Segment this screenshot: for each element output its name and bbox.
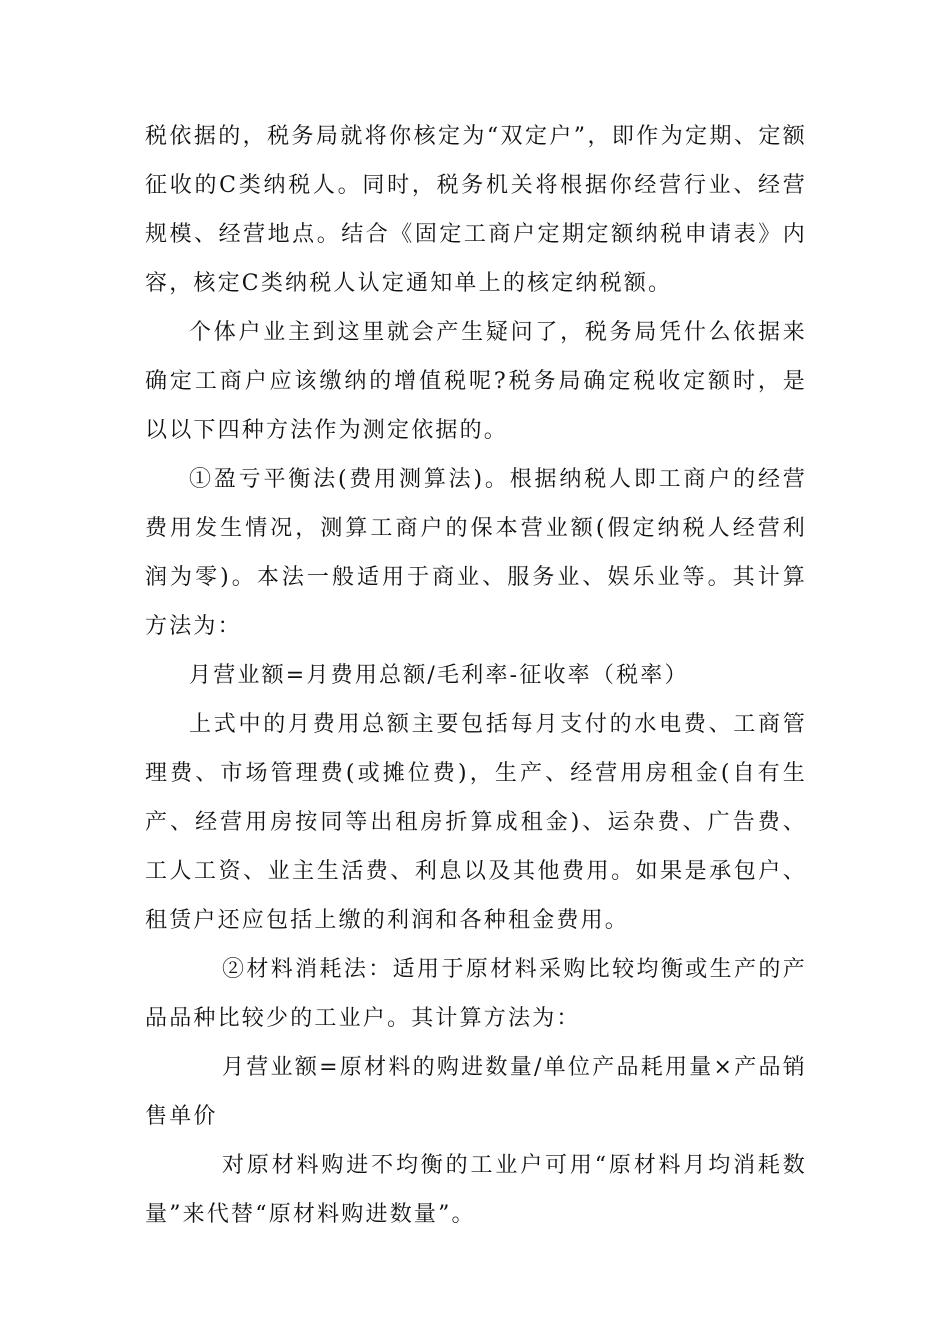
formula-break-even: 月营业额=月费用总额/毛利率-征收率（税率） [189, 663, 689, 688]
paragraph-question: 个体户业主到这里就会产生疑问了，税务局凭什么依据来确定工商户应该缴纳的增值税呢?税务局确定税收定额时，是以以下四种方法作为测定依据的。 [145, 320, 807, 443]
paragraph-expense-items: 上式中的月费用总额主要包括每月支付的水电费、工商管理费、市场管理费(或摊位费)，生产、经营用房租金(自有生产、经营用房按同等出租房折算成租金)、运杂费、广告费、工人工资、业主生活费、利息以及其他费用。如果是承包户、租赁户还应包括上缴的利润和各种租金费用。 [145, 712, 807, 933]
document-body [145, 112, 807, 1239]
paragraph-method-2: ②材料消耗法：适用于原材料采购比较均衡或生产的产品品种比较少的工业户。其计算方法为： [145, 957, 807, 1031]
paragraph-continuation: 税依据的，税务局就将你核定为“双定户”，即作为定期、定额征收的C类纳税人。同时，税务机关将根据你经营行业、经营规模、经营地点。结合《固定工商户定期定额纳税申请表》内容，核定C类纳税人认定通知单上的核定纳税额。 [145, 124, 807, 296]
paragraph-method-1: ①盈亏平衡法(费用测算法)。根据纳税人即工商户的经营费用发生情况，测算工商户的保本营业额(假定纳税人经营利润为零)。本法一般适用于商业、服务业、娱乐业等。其计算方法为： [145, 467, 807, 639]
formula-material-consumption: 月营业额=原材料的购进数量/单位产品耗用量×产品销售单价 [145, 1055, 807, 1129]
paragraph-material-note: 对原材料购进不均衡的工业户可用“原材料月均消耗数量”来代替“原材料购进数量”。 [145, 1153, 807, 1227]
